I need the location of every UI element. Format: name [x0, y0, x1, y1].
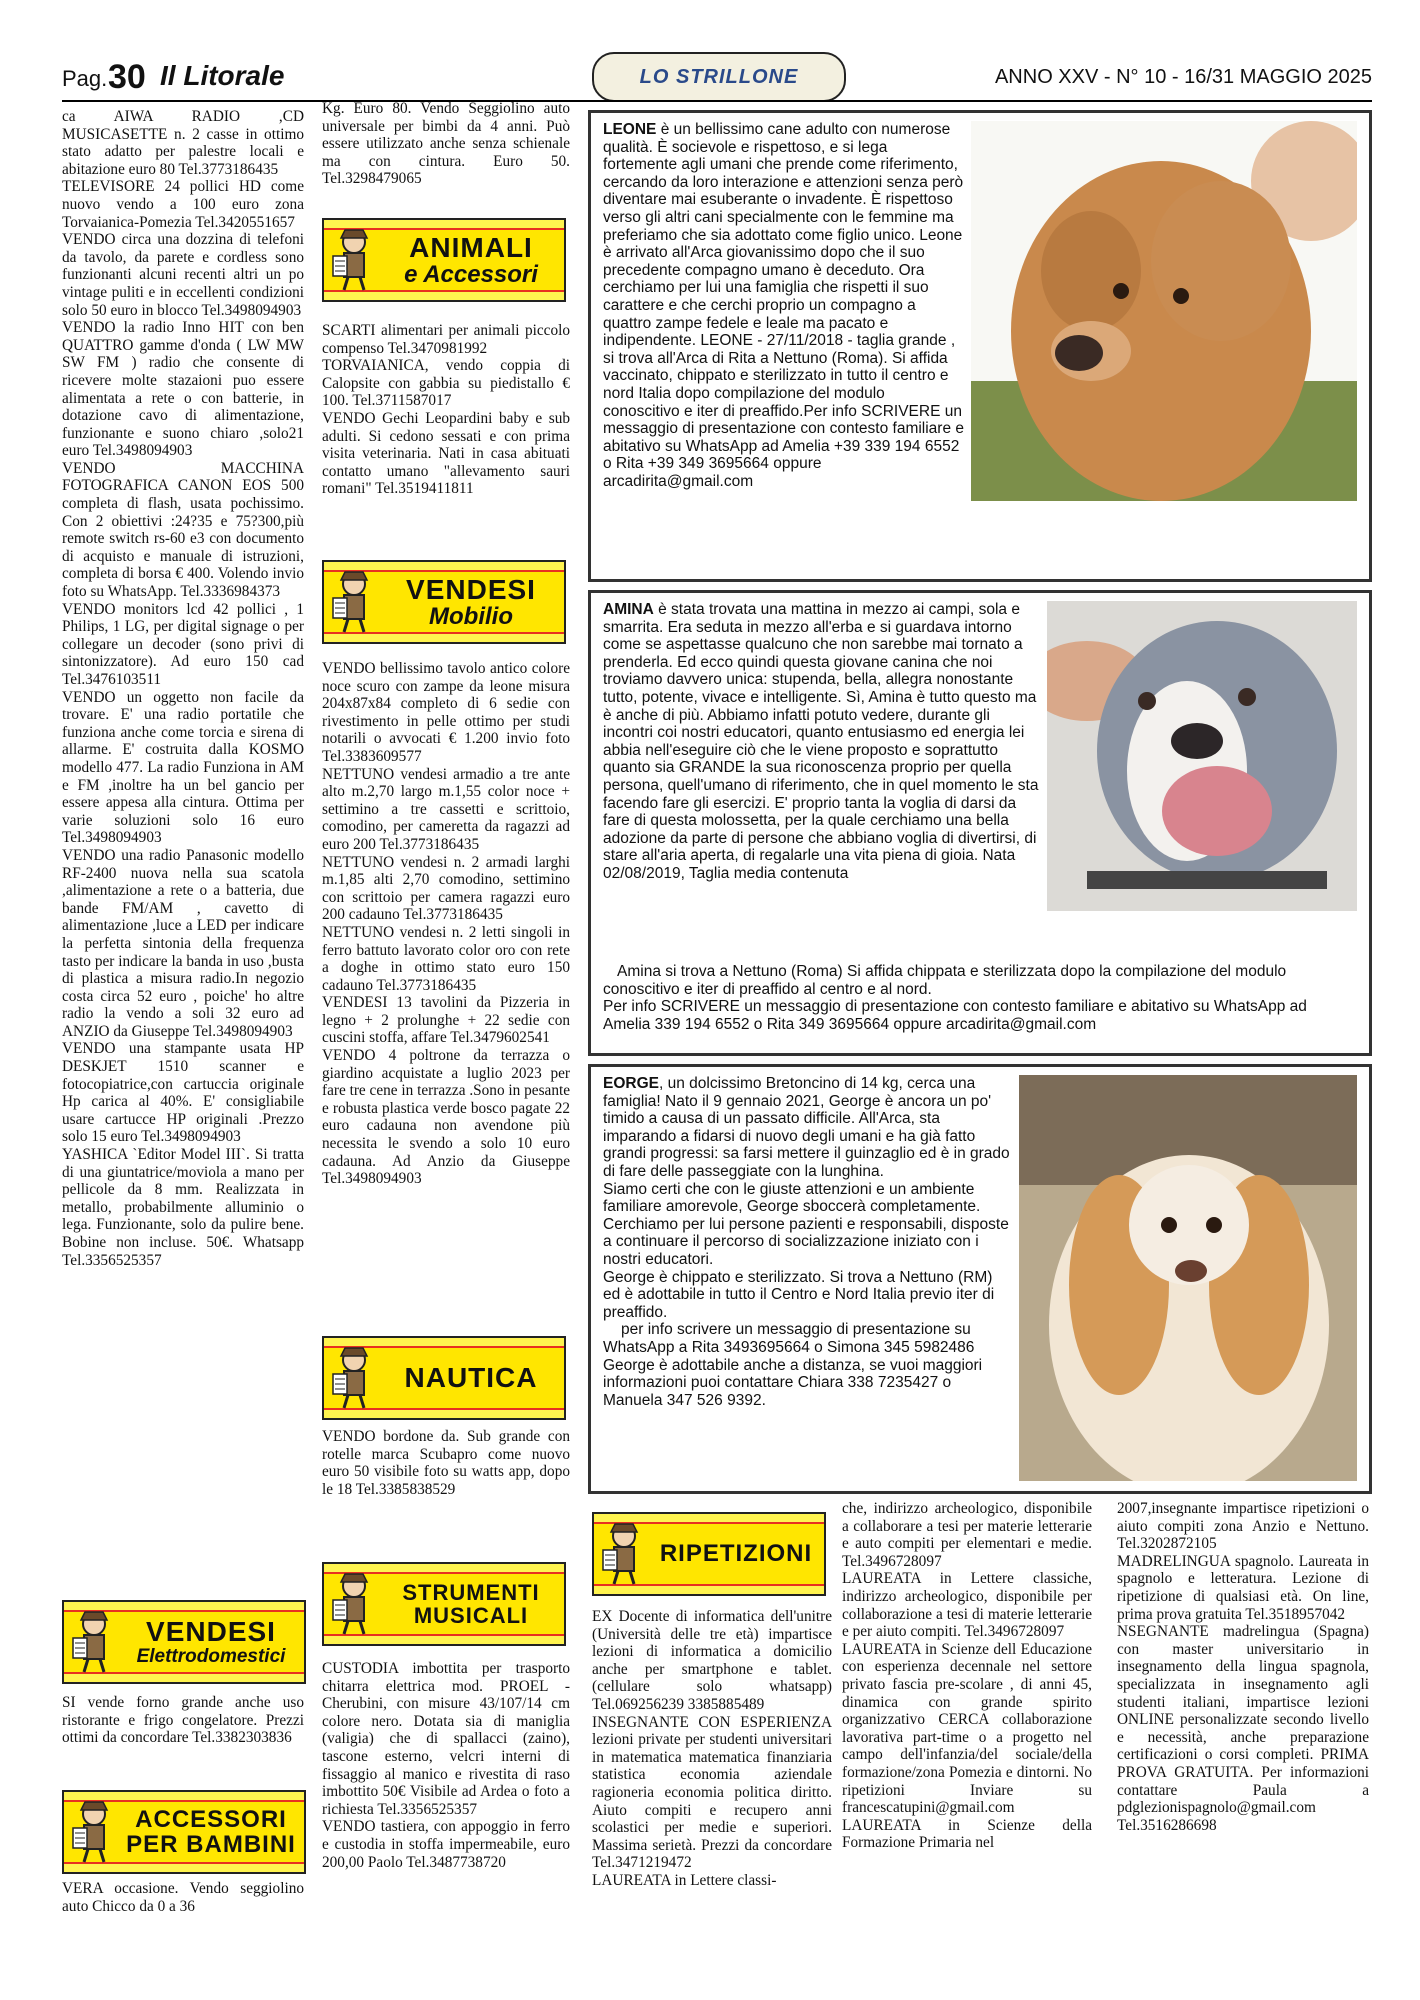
section-title-line1: ANIMALI [409, 231, 533, 263]
animali-ads [322, 322, 570, 498]
lo-strillone-logo [592, 52, 846, 102]
leone-dog-illustration [971, 121, 1357, 501]
newsboy-mascot-icon [330, 226, 378, 292]
section-title [122, 1792, 300, 1872]
section-title-line2: MUSICALI [413, 1603, 529, 1628]
ad-text: NETTUNO vendesi armadio a tre ante alto m.2,70 largo m.1,55 color noce + settimino a tre cassetti e scrittoio, comodino, per cameretta da ragazzi ad euro 200 Tel.3773186435 [322, 765, 570, 853]
amina-info-2: Per info SCRIVERE un messaggio di presentazione con contesto familiare e abitativo su WhatsApp ad Amelia 339 194 6552 o Rita 349 3695664 oppure arcadirita@gmail.com [603, 998, 1307, 1033]
ad-text: VENDO circa una dozzina di telefoni da tavolo, da parete e cordless sono funzionanti alcuni recenti altri un po vintage puliti e in eccellenti condizioni solo 50 euro in blocco Tel.3498094903 [62, 231, 304, 319]
amina-dog-illustration [1047, 601, 1357, 911]
george-dog-illustration [1019, 1075, 1357, 1481]
section-header-vendesi-elettrodomestici [62, 1600, 306, 1684]
elettrodomestici-ads [62, 1694, 304, 1747]
ad-text: EX Docente di informatica dell'unitre (Università delle tre età) impartisce lezioni di informatica a domicilio anche per smartphone e tablet. (cellulare solo whatsapp) Tel.069256239 3385885489 [592, 1608, 832, 1713]
newsboy-mascot-icon [330, 1344, 378, 1410]
ad-text: LAUREATA in Scienze dell Educazione con esperienza decennale nel settore privato fascia pre-scolare , di anni 45, dinamica con grande spirito organizzativo CERCA collaborazione lavorativa part-time o a progetto nel campo dell'infanzia/del sociale/della formazione/zona Pomezia e dintorni. No ripetizioni Inviare su francescatupini@gmail.com [842, 1640, 1092, 1817]
ad-text: TORVAIANICA, vendo coppia di Calopsite con gabbia su piedistallo € 100. Tel.3711587017 [322, 357, 570, 410]
ad-text: VENDO monitors lcd 42 pollici , 1 Philips, 1 LG, per digital signage o per collegare un decoder (sono privi di sintonizzatore). Ad euro 150 cad Tel.3476103511 [62, 600, 304, 688]
george-info-1: Siamo certi che con le giuste attenzioni e un ambiente familiare amorevole, George sboccerà completamente. Cerchiamo per lui persone pazienti e responsabili, disposte a continuare il percorso di socializzazione iniziato con i nostri educatori. [603, 1180, 1009, 1268]
george-info-4: George è adottabile anche a distanza, se vuoi maggiori informazioni puoi contattare Chiara 338 7235427 o Manuela 347 526 9392. [603, 1356, 983, 1409]
george-photo [1019, 1075, 1357, 1481]
ad-text: NSEGNANTE madrelingua (Spagna) con master universitario in insegnamento della lingua spagnola, specializzata in insegnamento agli studenti italiani, impartisce lezioni ONLINE personalizzate secondo livello e necessità, anche preparazione certificazioni o corsi completi. PRIMA PROVA GRATUITA. Per informazioni contattare Paula a pdglezionispagnolo@gmail.com Tel.3516286698 [1117, 1623, 1369, 1834]
section-title-line2: Mobilio [429, 603, 513, 631]
amina-name: AMINA [603, 601, 654, 618]
ad-text: VENDO MACCHINA FOTOGRAFICA CANON EOS 500 completa di flash, usata pochissimo. Con 2 obiettivi :24?35 e 75?300,più remote switch rs-60 e3 con documento di acquisto e manuale di istruzioni, completa di borsa € 400. Volendo invio foto su WhatsApp. Tel.3336984373 [62, 459, 304, 601]
ad-text: VENDO una radio Panasonic modello RF-2400 nuova nella sua scatola ,alimentazione a rete o a batteria, due bande FM/AM , cavetto di alimentazione ,luce a LED per indicare la perfetta sintonia della frequenza tasto per indicare la banda in uso ,busta di plastica a misura radio.In negozio costa circa 52 euro , poiche' ho altre radio la vendo a soli 32 euro ad ANZIO da Giuseppe Tel.3498094903 [62, 846, 304, 1040]
section-header-mobilio [322, 560, 566, 644]
section-title-line1: VENDESI [406, 573, 536, 605]
section-header-nautica [322, 1336, 566, 1420]
leone-name: LEONE [603, 121, 657, 138]
ad-text: LAUREATA in Lettere classiche, indirizzo archeologico, disponibile per collaborazione a tesi di materie letterarie e per aiuto compiti. Tel.3496728097 [842, 1570, 1092, 1641]
ad-text: INSEGNANTE CON ESPERIENZA lezioni private per studenti universitari in matematica matematica finanziaria statistica economia aziendale ragioneria economia politica diritto. Aiuto compiti e recupero anni scolastici per medie e superiori. Massima serietà. Prezzi da concordare Tel.3471219472 [592, 1713, 832, 1872]
newsboy-mascot-icon [70, 1798, 118, 1864]
section-title [382, 1338, 560, 1418]
page-label: Pag. [62, 66, 108, 91]
ad-text: VENDESI 13 tavolini da Pizzeria in legno + 2 prolunghe + 22 sedie con cuscini stoffa, affare Tel.3479602541 [322, 994, 570, 1047]
classifieds-column-2-intro [322, 100, 570, 188]
strumenti-ads [322, 1660, 570, 1871]
section-title-line1: VENDESI [146, 1616, 276, 1648]
section-title [382, 562, 560, 642]
george-info-3: per info scrivere un messaggio di presentazione su WhatsApp a Rita 3493695664 o Simona 345 5982486 [603, 1321, 975, 1356]
ad-text: ca AIWA RADIO ,CD MUSICASETTE n. 2 casse in ottimo stato adatto per palestre locali e abitazione euro 80 Tel.3773186435 [62, 108, 304, 178]
george-description: , un dolcissimo Bretoncino di 14 kg, cerca una famiglia! Nato il 9 gennaio 2021, George è ancora un po' timido a causa di un passato difficile. All'Arca, sta imparando a fidarsi di nuovo degli umani e ha già fatto grandi progressi: sa farsi mettere il guinzaglio ed è in grado di fare delle passeggiate con la lunghina. [603, 1075, 1010, 1180]
nautica-ads [322, 1428, 570, 1498]
ad-text: VENDO un oggetto non facile da trovare. E' una radio portatile che funziona anche come torcia e sirena di allarme. E' costruita dalla KOSMO modello 477. La radio Funziona in AM e FM ,inoltre ha un bel gancio per essere appesa alla cintura. Ottima per varie soluzioni solo 16 euro Tel.3498094903 [62, 688, 304, 847]
ad-text: VENDO Gechi Leopardini baby e sub adulti. Si cedono sessati e con prima visita veterinaria. Nati in casa abituati contatto umano "allevamento sauri romani" Tel.3519411811 [322, 409, 570, 498]
classifieds-column-1 [62, 108, 304, 1269]
ad-text: LAUREATA in Lettere classi- [592, 1871, 777, 1889]
ad-text: TELEVISORE 24 pollici HD come nuovo vendo a 100 euro zona Torvaianica-Pomezia Tel.3420551657 [62, 178, 304, 231]
ripetizioni-column-1 [592, 1608, 832, 1890]
section-title-line2: Elettrodomestici [136, 1645, 286, 1667]
newsboy-mascot-icon [600, 1520, 648, 1586]
newsboy-mascot-icon [70, 1608, 118, 1674]
leone-photo [971, 121, 1357, 501]
amina-photo [1047, 601, 1357, 911]
issue-info: ANNO XXV - N° 10 - 16/31 MAGGIO 2025 [994, 66, 1372, 88]
ad-text: VENDO una stampante usata HP DESKJET 1510 scanner e fotocopiatrice,con cartuccia originale Hp carica al 40%. E' consigliabile usare cartucce HP originali .Prezzo solo 15 euro Tel.3498094903 [62, 1040, 304, 1146]
ad-text: MADRELINGUA spagnolo. Laureata in spagnolo e letteratura. Lezione di ripetizione di qualsiasi età. On line, prima prova gratuita Tel.3518957042 [1117, 1552, 1369, 1623]
ad-text: LAUREATA in Scienze della Formazione Primaria nel [842, 1816, 1092, 1852]
section-header-accessori-bambini [62, 1790, 306, 1874]
leone-description: è un bellissimo cane adulto con numerose qualità. È socievole e rispettoso, e si lega fortemente agli umani che prende come riferimento, cercando da loro interazione e attenzioni senza però diventare mai esuberante o invadente. È rispettoso verso gli altri cani specialmente con le femmine ma preferiamo che sia adottato come figlio unico. Leone è arrivato all'Arca giovanissimo dopo che il suo precedente compagno umano è deceduto. Ora cerchiamo per lui una famiglia che rispetti il suo carattere e che cerchi proprio un compagno a quattro zampe fedele e leale ma pacato e indipendente. LEONE - 27/11/2018 - taglia grande , si trova all'Arca di Rita a Nettuno (Roma). Si affida vaccinato, chippato e sterilizzato in tutto il centro e nord Italia dopo compilazione del modulo conoscitivo e iter di preaffido.Per info SCRIVERE un messaggio di presentazione con contesto familiare e abitativo su WhatsApp ad Amelia +39 339 194 6552 o Rita +39 349 3695664 oppure arcadirita@gmail.com [603, 121, 965, 490]
section-title-line2: e Accessori [404, 261, 538, 289]
george-name: EORGE [603, 1075, 659, 1092]
ad-text: SI vende forno grande anche uso ristorante e frigo congelatore. Prezzi ottimi da concordare Tel.3382303836 [62, 1694, 304, 1747]
ad-text: NETTUNO vendesi n. 2 armadi larghi m.1,85 alti 2,70 comodino, settimino con scrittoio per camera ragazzi euro 200 cadauno Tel.3773186435 [322, 853, 570, 924]
ripetizioni-column-3 [1117, 1500, 1369, 1834]
ripetizioni-column-2 [842, 1500, 1092, 1852]
publication-name: Il Litorale [160, 60, 285, 91]
section-title [652, 1514, 820, 1594]
ad-text: VENDO tastiera, con appoggio in ferro e custodia in stoffa impermeabile, euro 200,00 Paolo Tel.3487738720 [322, 1818, 570, 1871]
ad-text: VENDO bordone da. Sub grande con rotelle marca Scubapro come nuovo euro 50 visibile foto su watts app, dopo le 18 Tel.3385838529 [322, 1428, 570, 1498]
bambini-ads [62, 1880, 304, 1915]
section-title-line1: STRUMENTI [402, 1579, 540, 1605]
ad-text: Kg. Euro 80. Vendo Seggiolino auto universale per bimbi da 4 anni. Può essere utilizzato anche senza schienale ma con cintura. Euro 50. Tel.3298479065 [322, 100, 570, 188]
page-header [62, 58, 1372, 98]
amina-description: è stata trovata una mattina in mezzo ai campi, sola e smarrita. Era seduta in mezzo all'erba e si guardava intorno come se aspettasse qualcuno che non sarebbe mai tornato a prenderla. Ed ecco quindi questa giovane canina che noi troviamo davvero unica: stupenda, bella, allegra nonostante tutto, potente, vivace e intelligente. Sì, Amina è tutto questo ma è anche di più. Abbiamo infatti potuto vedere, durante gli incontri coi nostri educatori, quanto entusiasmo ed energia lei abbia nell'eseguire ciò che le viene proposto e soprattutto quanto sia GRANDE la sua riconoscenza proprio per quella persona, quell'umano di riferimento, che in quel momento le sta facendo fare gli esercizi. E' proprio tanta la voglia di darsi da fare di questa molossetta, per la quale cerchiamo una bella adozione da parte di persone che abbiano voglia di divertirsi, di stare all'aria aperta, di regalarle una vita piena di gioia. Nata 02/08/2019, Taglia media contenuta [603, 601, 1039, 882]
ad-text: YASHICA `Editor Model III`. Si tratta di una giuntatrice/moviola a mano per pellicole da 8 mm. Realizzata in metallo, probabilmente alluminio o lega. Funzionante, solo da pulire bene. Bobine non incluse. 50€. Whatsapp Tel.3356525357 [62, 1146, 304, 1269]
amina-text [603, 601, 1039, 883]
ad-text: VENDO 4 poltrone da terrazza o giardino acquistate a luglio 2023 per fare tre cene in terrazza .Sono in pesante e robusta plastica verde bosco pagate 22 euro cadauna non avendone più necessita le svendo a solo 10 euro cadauna. Ad Anzio da Giuseppe Tel.3498094903 [322, 1047, 571, 1188]
george-text [603, 1075, 1011, 1409]
section-title-line2: PER BAMBINI [126, 1831, 296, 1858]
leone-text [603, 121, 965, 490]
mobilio-ads [322, 660, 570, 1188]
ad-text: VERA occasione. Vendo seggiolino auto Chicco da 0 a 36 [62, 1880, 304, 1915]
logo-text: LO STRILLONE [639, 65, 799, 88]
ad-text: che, indirizzo archeologico, disponibile a collaborare a tesi per materie letterarie e auto compiti per elementari e medie. Tel.3496728097 [842, 1500, 1092, 1570]
section-title [122, 1602, 300, 1682]
page-number: 30 [108, 58, 146, 96]
amina-info-1: Amina si trova a Nettuno (Roma) Si affida chippata e sterilizzata dopo la compilazione del modulo conoscitivo e iter di preaffido al centro e al nord. [603, 963, 1287, 998]
george-info-2: George è chippato e sterilizzato. Si trova a Nettuno (RM) ed è adottabile in tutto il Centro e Nord Italia previo iter di preaffido. [603, 1268, 995, 1321]
ad-text: SCARTI alimentari per animali piccolo compenso Tel.3470981992 [322, 322, 570, 357]
newsboy-mascot-icon [330, 568, 378, 634]
section-title-line1: RIPETIZIONI [659, 1540, 813, 1568]
ad-text: 2007,insegnante impartisce ripetizioni o aiuto compiti zona Anzio e Nettuno. Tel.3202872105 [1117, 1500, 1369, 1553]
ad-text: CUSTODIA imbottita per trasporto chitarra elettrica mod. PROEL - Cherubini, con misure 43/107/14 cm colore nero. Dotata sia di maniglia (valigia) che di spallacci (zaino), tascone esterno, velcri interni di fissaggio al manico e rivestita di raso imbottito 50€ Visibile ad Ardea o foto a richiesta Tel.3356525357 [322, 1660, 570, 1818]
adoption-card-george [588, 1064, 1372, 1494]
section-title [382, 220, 560, 300]
ad-text: VENDO bellissimo tavolo antico colore noce scuro con zampe da leone misura 204x87x84 completo di 6 sedie con rivestimento in pelle ottimo per studi notarili o avvocati € 1.200 invio foto Tel.3383609577 [322, 660, 570, 765]
section-header-animali [322, 218, 566, 302]
adoption-card-leone [588, 110, 1372, 582]
ad-text: VENDO la radio Inno HIT con ben QUATTRO gamme d'onda ( LW MW SW FM ) radio che consente di ricevere molte stazaioni puo essere alimentata a rete o con batterie, in dotazione cavo di alimentazione, funzionante e suono chiaro ,solo21 euro Tel.3498094903 [62, 319, 304, 460]
section-header-ripetizioni [592, 1512, 826, 1596]
adoption-card-amina [588, 590, 1372, 1056]
header-rule [62, 100, 1372, 102]
newsboy-mascot-icon [330, 1570, 378, 1636]
section-title-line1: ACCESSORI [135, 1805, 287, 1833]
section-title [382, 1564, 560, 1644]
section-header-strumenti-musicali [322, 1562, 566, 1646]
section-title-line1: NAUTICA [404, 1362, 538, 1394]
amina-footer-text [603, 963, 1353, 1033]
ad-text: NETTUNO vendesi n. 2 letti singoli in ferro battuto lavorato color oro con rete a doghe in ottimo stato euro 150 cadauno Tel.3773186435 [322, 923, 570, 994]
